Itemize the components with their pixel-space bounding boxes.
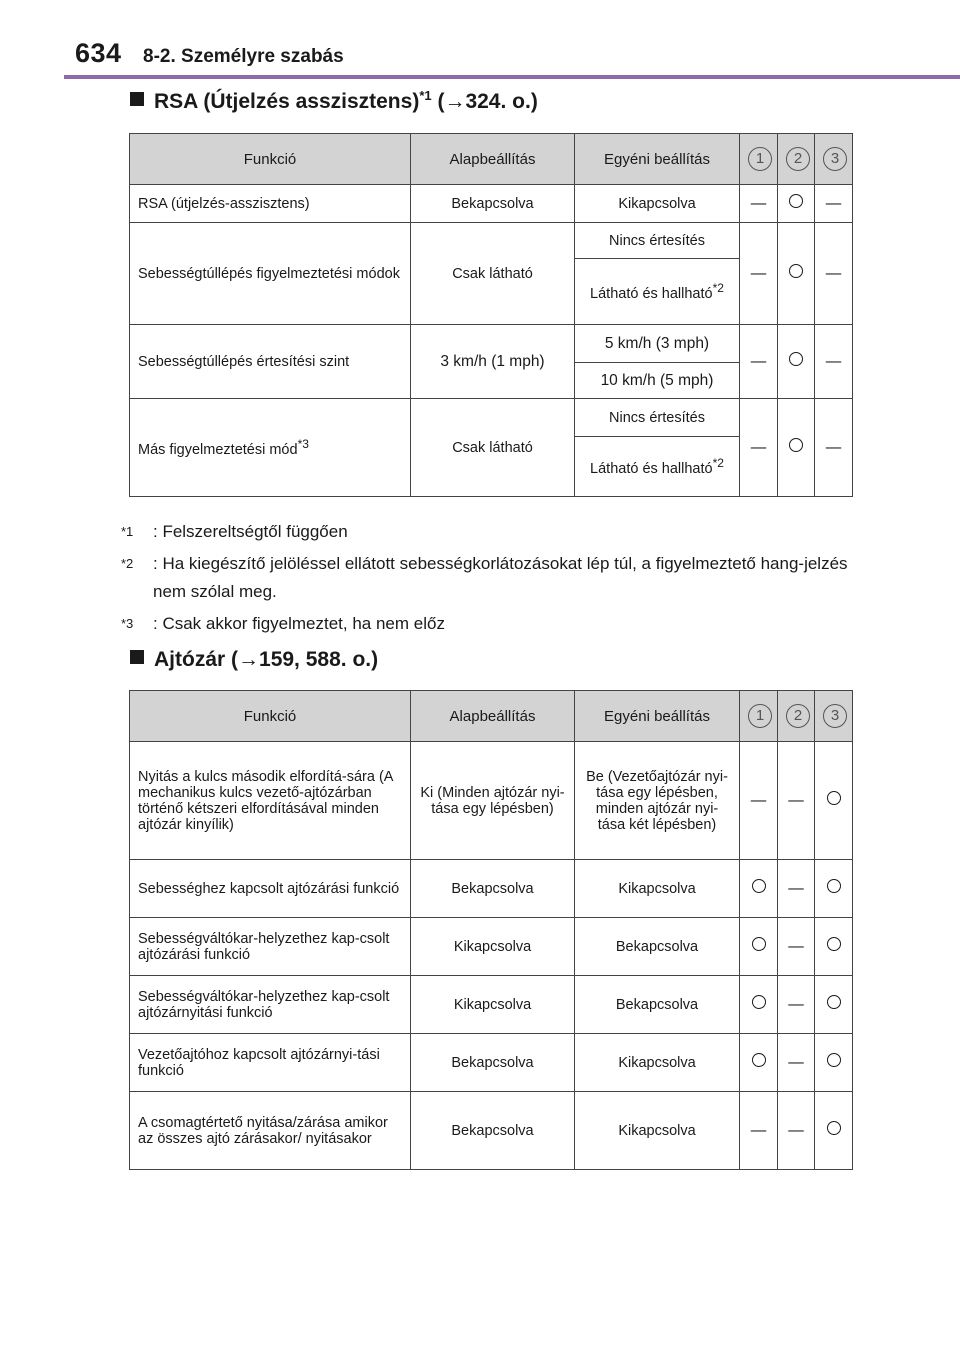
- footnote: $^{*1}$ : Felszereltségtől függően: [121, 522, 348, 541]
- column-header-3: [815, 134, 853, 185]
- circle-mark-icon: [827, 995, 841, 1009]
- footnote: $^{*3}$ : Csak akkor figyelmeztet, ha nem előz: [121, 614, 445, 633]
- custom-cell: Kikapcsolva: [575, 1092, 740, 1170]
- mark-cell: —: [778, 1034, 815, 1092]
- section-title: Ajtózár: [154, 648, 226, 671]
- table-header-row: [130, 134, 853, 185]
- door-lock-settings-table: [129, 690, 853, 1170]
- footnote: $^{*2}$ : Ha kiegészítő jelöléssel ellátott sebességkorlátozásokat lép túl, a figyelmeztető hang-jelzés nem szólal meg.: [121, 554, 848, 601]
- table-row: [130, 223, 853, 259]
- mark-cell: —: [740, 223, 778, 325]
- column-header-function: Funkció: [130, 691, 411, 742]
- column-header-1: [740, 134, 778, 185]
- custom-cell: Látható és hallható$^{*2}$: [575, 259, 740, 325]
- circled-number-1: 1: [748, 147, 772, 171]
- page-reference: (→159, 588. o.): [231, 648, 379, 671]
- default-cell: Ki (Minden ajtózár nyi-tása egy lépésben): [411, 742, 575, 860]
- default-cell: Bekapcsolva: [411, 860, 575, 918]
- table-row: [130, 399, 853, 437]
- mark-cell: —: [740, 325, 778, 399]
- mark-cell: —: [740, 399, 778, 497]
- circle-mark-icon: [827, 937, 841, 951]
- mark-cell: [740, 860, 778, 918]
- mark-cell: [778, 325, 815, 399]
- default-cell: Csak látható: [411, 399, 575, 497]
- circle-mark-icon: [827, 791, 841, 805]
- custom-cell: Kikapcsolva: [575, 1034, 740, 1092]
- mark-cell: —: [778, 742, 815, 860]
- section-title: RSA (Útjelzés asszisztens): [154, 90, 420, 113]
- chapter-title: 8-2. Személyre szabás: [143, 46, 344, 67]
- custom-cell: Nincs értesítés: [575, 223, 740, 259]
- function-cell: A csomagtértető nyitása/zárása amikor az összes ajtó zárásakor/ nyitásakor: [130, 1092, 411, 1170]
- mark-cell: [778, 185, 815, 223]
- circle-mark-icon: [827, 1053, 841, 1067]
- default-cell: Bekapcsolva: [411, 1034, 575, 1092]
- custom-cell: Kikapcsolva: [575, 860, 740, 918]
- circled-number-3: 3: [823, 147, 847, 171]
- circle-mark-icon: [789, 352, 803, 366]
- mark-cell: [815, 1092, 853, 1170]
- circle-mark-icon: [827, 1121, 841, 1135]
- mark-cell: —: [815, 325, 853, 399]
- default-cell: Bekapcsolva: [411, 185, 575, 223]
- custom-cell: Látható és hallható$^{*2}$: [575, 437, 740, 497]
- circle-mark-icon: [752, 937, 766, 951]
- circled-number-2: 2: [786, 147, 810, 171]
- table-row: [130, 918, 853, 976]
- mark-cell: —: [778, 1092, 815, 1170]
- column-header-2: [778, 691, 815, 742]
- function-cell: Sebességtúllépés figyelmeztetési módok: [130, 223, 411, 325]
- circled-number-1: 1: [748, 704, 772, 728]
- mark-cell: —: [778, 860, 815, 918]
- mark-cell: [815, 976, 853, 1034]
- custom-cell: Bekapcsolva: [575, 918, 740, 976]
- mark-cell: —: [815, 399, 853, 497]
- mark-cell: —: [740, 185, 778, 223]
- square-bullet-icon: [130, 650, 144, 664]
- table-row: [130, 1034, 853, 1092]
- circle-mark-icon: [789, 194, 803, 208]
- custom-cell: 10 km/h (5 mph): [575, 363, 740, 399]
- default-cell: 3 km/h (1 mph): [411, 325, 575, 399]
- page-number: 634: [75, 38, 122, 68]
- column-header-default: Alapbeállítás: [411, 134, 575, 185]
- circle-mark-icon: [789, 264, 803, 278]
- custom-cell: Kikapcsolva: [575, 185, 740, 223]
- column-header-1: [740, 691, 778, 742]
- mark-cell: [778, 223, 815, 325]
- function-cell: Sebességhez kapcsolt ajtózárási funkció: [130, 860, 411, 918]
- column-header-custom: Egyéni beállítás: [575, 134, 740, 185]
- mark-cell: [815, 918, 853, 976]
- default-cell: Kikapcsolva: [411, 976, 575, 1034]
- section-heading-rsa: [130, 88, 538, 114]
- table-row: [130, 860, 853, 918]
- page-reference: (→324. o.): [437, 90, 538, 113]
- table-row: [130, 325, 853, 363]
- column-header-2: [778, 134, 815, 185]
- circled-number-2: 2: [786, 704, 810, 728]
- custom-cell: Bekapcsolva: [575, 976, 740, 1034]
- function-cell: Sebességváltókar-helyzethez kap-csolt ajtózárnyitási funkció: [130, 976, 411, 1034]
- column-header-custom: Egyéni beállítás: [575, 691, 740, 742]
- table-row: [130, 742, 853, 860]
- mark-cell: —: [778, 918, 815, 976]
- circled-number-3: 3: [823, 704, 847, 728]
- function-cell: Sebességváltókar-helyzethez kap-csolt ajtózárási funkció: [130, 918, 411, 976]
- rsa-settings-table: [129, 133, 853, 497]
- mark-cell: [740, 918, 778, 976]
- circle-mark-icon: [752, 1053, 766, 1067]
- footnote-ref: *1: [419, 88, 432, 103]
- table-row: [130, 1092, 853, 1170]
- footnotes: [121, 518, 861, 638]
- table-header-row: [130, 691, 853, 742]
- column-header-3: [815, 691, 853, 742]
- column-header-function: Funkció: [130, 134, 411, 185]
- mark-cell: [815, 1034, 853, 1092]
- circle-mark-icon: [752, 879, 766, 893]
- table-row: [130, 185, 853, 223]
- function-cell: Vezetőajtóhoz kapcsolt ajtózárnyi-tási funkció: [130, 1034, 411, 1092]
- default-cell: Bekapcsolva: [411, 1092, 575, 1170]
- custom-cell: 5 km/h (3 mph): [575, 325, 740, 363]
- function-cell: Sebességtúllépés értesítési szint: [130, 325, 411, 399]
- table-row: [130, 976, 853, 1034]
- custom-cell: Nincs értesítés: [575, 399, 740, 437]
- mark-cell: [740, 1034, 778, 1092]
- mark-cell: [815, 742, 853, 860]
- circle-mark-icon: [789, 438, 803, 452]
- default-cell: Kikapcsolva: [411, 918, 575, 976]
- section-heading-door-lock: [130, 648, 378, 672]
- custom-cell: Be (Vezetőajtózár nyi-tása egy lépésben, minden ajtózár nyi-tása két lépésben): [575, 742, 740, 860]
- mark-cell: [815, 860, 853, 918]
- mark-cell: —: [740, 742, 778, 860]
- function-cell: Más figyelmeztetési mód$^{*3}$: [130, 399, 411, 497]
- mark-cell: [778, 399, 815, 497]
- mark-cell: —: [815, 223, 853, 325]
- square-bullet-icon: [130, 92, 144, 106]
- default-cell: Csak látható: [411, 223, 575, 325]
- mark-cell: —: [778, 976, 815, 1034]
- mark-cell: —: [815, 185, 853, 223]
- circle-mark-icon: [827, 879, 841, 893]
- circle-mark-icon: [752, 995, 766, 1009]
- mark-cell: [740, 976, 778, 1034]
- function-cell: RSA (útjelzés-asszisztens): [130, 185, 411, 223]
- header-divider: [64, 75, 960, 79]
- column-header-default: Alapbeállítás: [411, 691, 575, 742]
- mark-cell: —: [740, 1092, 778, 1170]
- function-cell: Nyitás a kulcs második elfordítá-sára (A mechanikus kulcs vezető-ajtózárban történő kétszeri elfordításával minden ajtózár kinyílik): [130, 742, 411, 860]
